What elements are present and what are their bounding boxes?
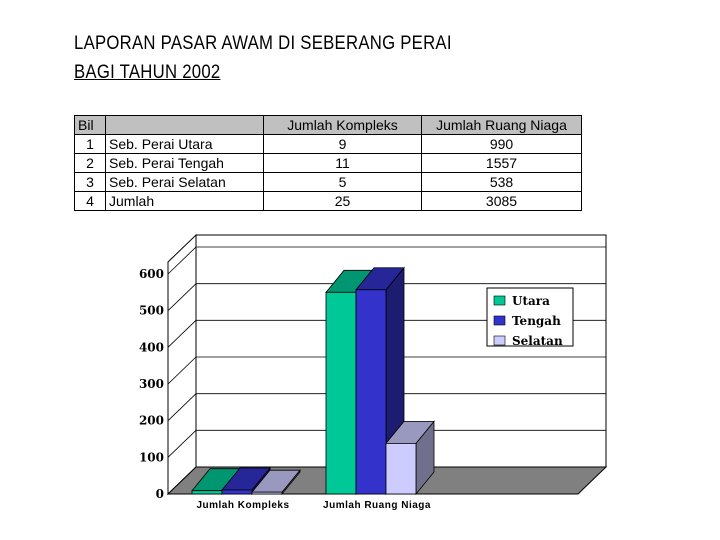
y-tick-label: 0 xyxy=(155,487,164,501)
bar-selatan xyxy=(386,443,416,494)
report-subtitle: BAGI TAHUN 2002 xyxy=(74,62,221,83)
cell-kompleks: 11 xyxy=(264,154,422,173)
cell-area: Seb. Perai Tengah xyxy=(106,154,264,173)
side-wall xyxy=(168,235,196,494)
bar-tengah xyxy=(356,290,386,494)
report-title: LAPORAN PASAR AWAM DI SEBERANG PERAI xyxy=(74,33,452,54)
cell-ruang-niaga: 538 xyxy=(422,173,582,192)
legend-label-selatan: Selatan xyxy=(512,334,563,348)
cell-area: Seb. Perai Utara xyxy=(106,135,264,154)
y-tick-label: 400 xyxy=(138,340,164,355)
y-tick-label: 200 xyxy=(138,413,164,428)
legend-label-utara: Utara xyxy=(512,294,550,308)
cell-area: Seb. Perai Selatan xyxy=(106,173,264,192)
cell-ruang-niaga: 990 xyxy=(422,135,582,154)
cell-bil: 3 xyxy=(75,173,106,192)
cell-bil: 1 xyxy=(75,135,106,154)
cell-bil: 4 xyxy=(75,192,106,211)
cell-area: Jumlah xyxy=(106,192,264,211)
legend-swatch-utara xyxy=(494,296,505,305)
header-bil: Bil xyxy=(75,116,106,135)
cell-bil: 2 xyxy=(75,154,106,173)
bar-utara xyxy=(192,491,222,494)
y-tick-label: 500 xyxy=(138,303,164,318)
header-kompleks: Jumlah Kompleks xyxy=(264,116,422,135)
cell-kompleks: 5 xyxy=(264,173,422,192)
cell-ruang-niaga: 3085 xyxy=(422,192,582,211)
y-tick-label: 600 xyxy=(138,267,164,281)
y-tick-label: 300 xyxy=(138,377,164,391)
bar-utara xyxy=(326,292,356,494)
bar-tengah xyxy=(222,490,252,494)
legend-label-tengah: Tengah xyxy=(512,314,561,328)
cell-kompleks: 9 xyxy=(264,135,422,154)
cell-kompleks: 25 xyxy=(264,192,422,211)
legend-swatch-selatan xyxy=(494,336,505,345)
x-category-label: Jumlah Ruang Niaga xyxy=(323,500,431,511)
y-tick-label: 100 xyxy=(138,450,164,465)
legend-swatch-tengah xyxy=(494,316,505,325)
x-category-label: Jumlah Kompleks xyxy=(196,500,290,511)
header-ruang-niaga: Jumlah Ruang Niaga xyxy=(422,116,582,135)
bar-selatan xyxy=(252,492,282,494)
cell-ruang-niaga: 1557 xyxy=(422,154,582,173)
